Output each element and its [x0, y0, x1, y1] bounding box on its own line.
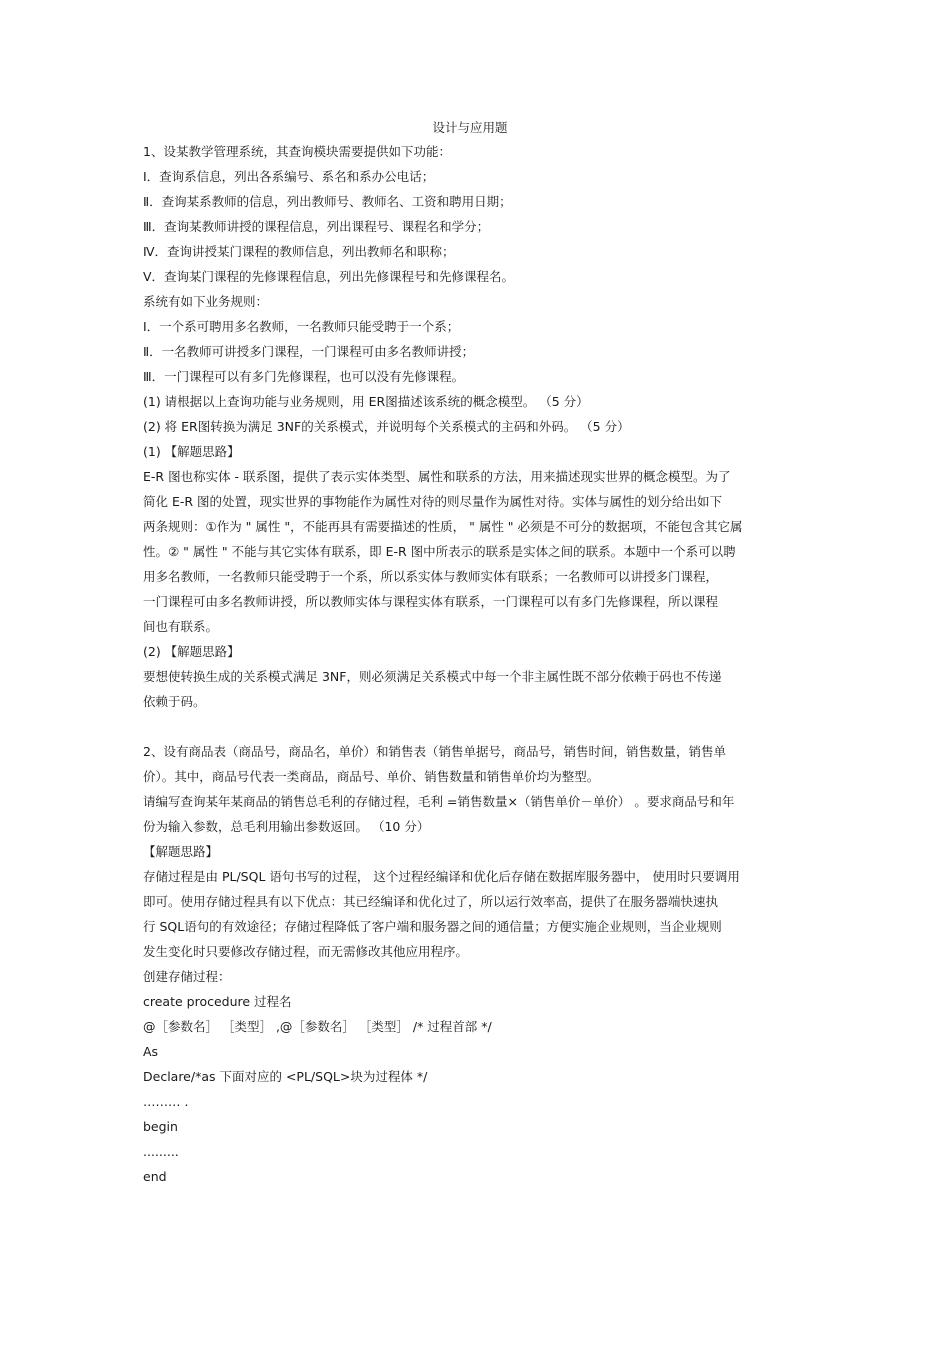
text-line: (1) 请根据以上查询功能与业务规则，用 ER图描述该系统的概念模型。 （5 分）: [143, 394, 589, 409]
text-line: 请编写查询某年某商品的销售总毛利的存储过程，毛利 =销售数量×（销售单价－单价） 。要求商品号和年: [143, 794, 735, 809]
text-line: Ⅳ．查询讲授某门课程的教师信息，列出教师名和职称；: [143, 244, 455, 259]
text-line: (2) 【解题思路】: [143, 644, 240, 659]
text-line: Ⅰ．查询系信息，列出各系编号、系名和系办公电话；: [143, 169, 435, 184]
text-line: 要想使转换生成的关系模式满足 3NF，则必须满足关系模式中每一个非主属性既不部分依赖于码也不传递: [143, 669, 722, 684]
text-line: Ⅲ．一门课程可以有多门先修课程，也可以没有先修课程。: [143, 369, 465, 384]
text-line: Ⅰ．一个系可聘用多名教师，一名教师只能受聘于一个系；: [143, 319, 460, 334]
text-line: Ⅱ．查询某系教师的信息，列出教师号、教师名、工资和聘用日期；: [143, 194, 512, 209]
code-line: As: [143, 1044, 159, 1059]
code-line: create procedure 过程名: [143, 994, 292, 1009]
text-line: Ⅲ．查询某教师讲授的课程信息，列出课程号、课程名和学分；: [143, 219, 490, 234]
code-line: begin: [143, 1119, 178, 1134]
blank-line: [143, 718, 843, 743]
text-line: 【解题思路】: [143, 844, 219, 859]
text-line: Ⅴ．查询某门课程的先修课程信息，列出先修课程号和先修课程名。: [143, 269, 515, 284]
code-line: ……… .: [143, 1094, 189, 1109]
text-line: 系统有如下业务规则：: [143, 294, 269, 309]
text-line: Ⅱ．一名教师可讲授多门课程，一门课程可由多名教师讲授；: [143, 344, 475, 359]
text-line: 1、设某教学管理系统，其查询模块需要提供如下功能：: [143, 144, 451, 159]
text-line: 即可。使用存储过程具有以下优点：其已经编译和优化过了，所以运行效率高，提供了在服务器端快速执: [143, 894, 719, 909]
text-line: 2、设有商品表（商品号，商品名，单价）和销售表（销售单据号，商品号，销售时间，销售数量，销售单: [143, 744, 726, 759]
text-line: 行 SQL语句的有效途径；存储过程降低了客户端和服务器之间的通信量；方便实施企业规则，当企业规则: [143, 919, 722, 934]
text-line: 创建存储过程：: [143, 969, 231, 984]
text-line: 价）。其中，商品号代表一类商品，商品号、单价、销售数量和销售单价均为整型。: [143, 769, 600, 784]
text-line: 间也有联系。: [143, 619, 219, 634]
text-line: 依赖于码。: [143, 694, 206, 709]
text-line: 存储过程是由 PL/SQL 语句书写的过程， 这个过程经编译和优化后存储在数据库服务器中， 使用时只要调用: [143, 869, 740, 884]
document-title: 设计与应用题: [432, 120, 508, 135]
text-line: 简化 E-R 图的处置，现实世界的事物能作为属性对待的则尽量作为属性对待。实体与属性的划分给出如下: [143, 494, 723, 509]
text-line: 两条规则：①作为 " 属性 "，不能再具有需要描述的性质， " 属性 " 必须是不可分的数据项，不能包含其它属: [143, 519, 743, 534]
code-line: @［参数名］ ［类型］ ,@［参数名］ ［类型］ /* 过程首部 */: [143, 1019, 492, 1034]
text-line: 份为输入参数，总毛利用输出参数返回。 （10 分）: [143, 819, 430, 834]
document-body: [143, 143, 843, 1193]
text-line: E-R 图也称实体 - 联系图，提供了表示实体类型、属性和联系的方法，用来描述现实世界的概念模型。为了: [143, 469, 731, 484]
code-line: .........: [143, 1144, 179, 1159]
text-line: (1) 【解题思路】: [143, 444, 240, 459]
code-line: Declare/*as 下面对应的 <PL/SQL>块为过程体 */: [143, 1069, 428, 1084]
text-line: 性。② " 属性 " 不能与其它实体有联系，即 E-R 图中所表示的联系是实体之间的联系。本题中一个系可以聘: [143, 544, 736, 559]
text-line: 发生变化时只要修改存储过程，而无需修改其他应用程序。: [143, 944, 469, 959]
text-line: (2) 将 ER图转换为满足 3NF的关系模式，并说明每个关系模式的主码和外码。 （5 分）: [143, 419, 630, 434]
code-line: end: [143, 1169, 167, 1184]
text-line: 用多名教师，一名教师只能受聘于一个系，所以系实体与教师实体有联系；一名教师可以讲授多门课程，: [143, 569, 719, 584]
text-line: 一门课程可由多名教师讲授，所以教师实体与课程实体有联系，一门课程可以有多门先修课程，所以课程: [143, 594, 719, 609]
